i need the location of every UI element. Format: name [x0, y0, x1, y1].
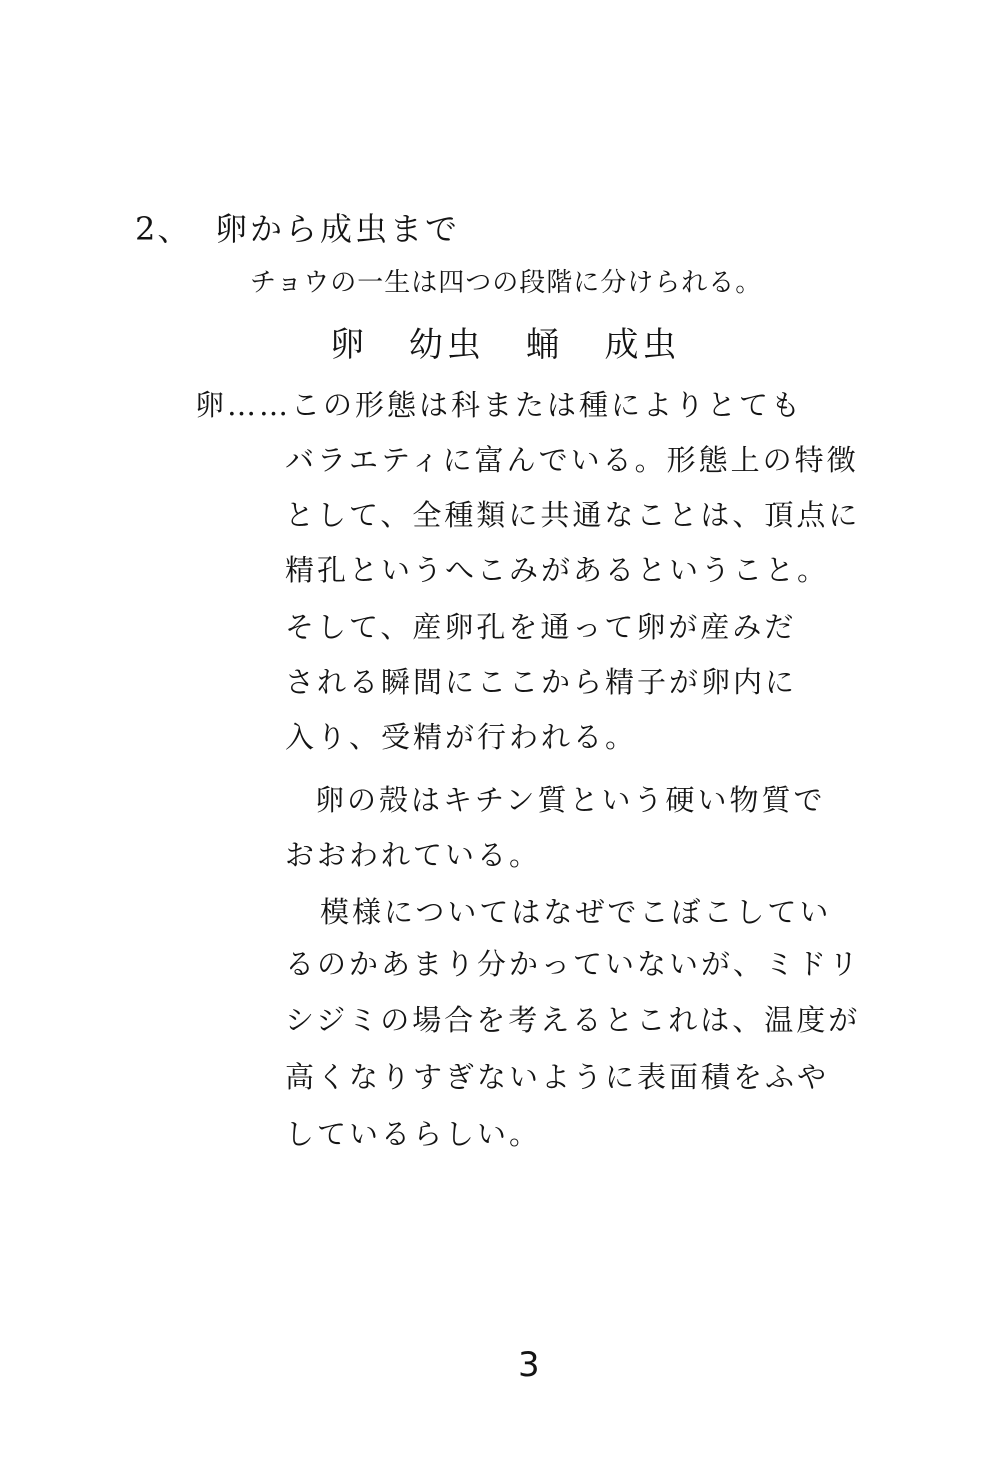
body-line: される瞬間にここから精子が卵内に	[285, 665, 798, 699]
body-line: バラエティに富んでいる。形態上の特徴	[285, 443, 859, 477]
body-line: 精孔というへこみがあるということ。	[285, 553, 830, 587]
body-line: そして、産卵孔を通って卵が産みだ	[285, 610, 797, 644]
stage-egg: 卵	[330, 325, 368, 365]
body-line: シジミの場合を考えるとこれは、温度が	[285, 1003, 861, 1037]
body-line: 卵……この形態は科または種によりとても	[195, 388, 804, 422]
intro-sentence: チョウの一生は四つの段階に分けられる。	[250, 268, 763, 298]
body-line: 高くなりすぎないように表面積をふや	[285, 1060, 830, 1094]
body-line: おおわれている。	[285, 838, 542, 872]
stage-pupa: 蛹	[525, 325, 564, 365]
stage-adult: 成虫	[604, 325, 681, 365]
body-line: として、全種類に共通なことは、頂点に	[285, 498, 861, 532]
body-line: 模様についてはなぜでこぼこしてい	[320, 895, 832, 929]
stage-larva: 幼虫	[408, 325, 485, 365]
body-line: 入り、受精が行われる。	[285, 720, 638, 754]
section-title: 卵から成虫まで	[215, 210, 461, 248]
body-line: 卵の殻はキチン質という硬い物質で	[315, 783, 826, 817]
body-line: るのかあまり分かっていないが、ミドリ	[285, 947, 862, 981]
page-number: 3	[518, 1345, 540, 1385]
section-number: 2、	[135, 210, 192, 248]
body-line: しているらしい。	[285, 1117, 542, 1151]
stage-list	[330, 325, 680, 366]
